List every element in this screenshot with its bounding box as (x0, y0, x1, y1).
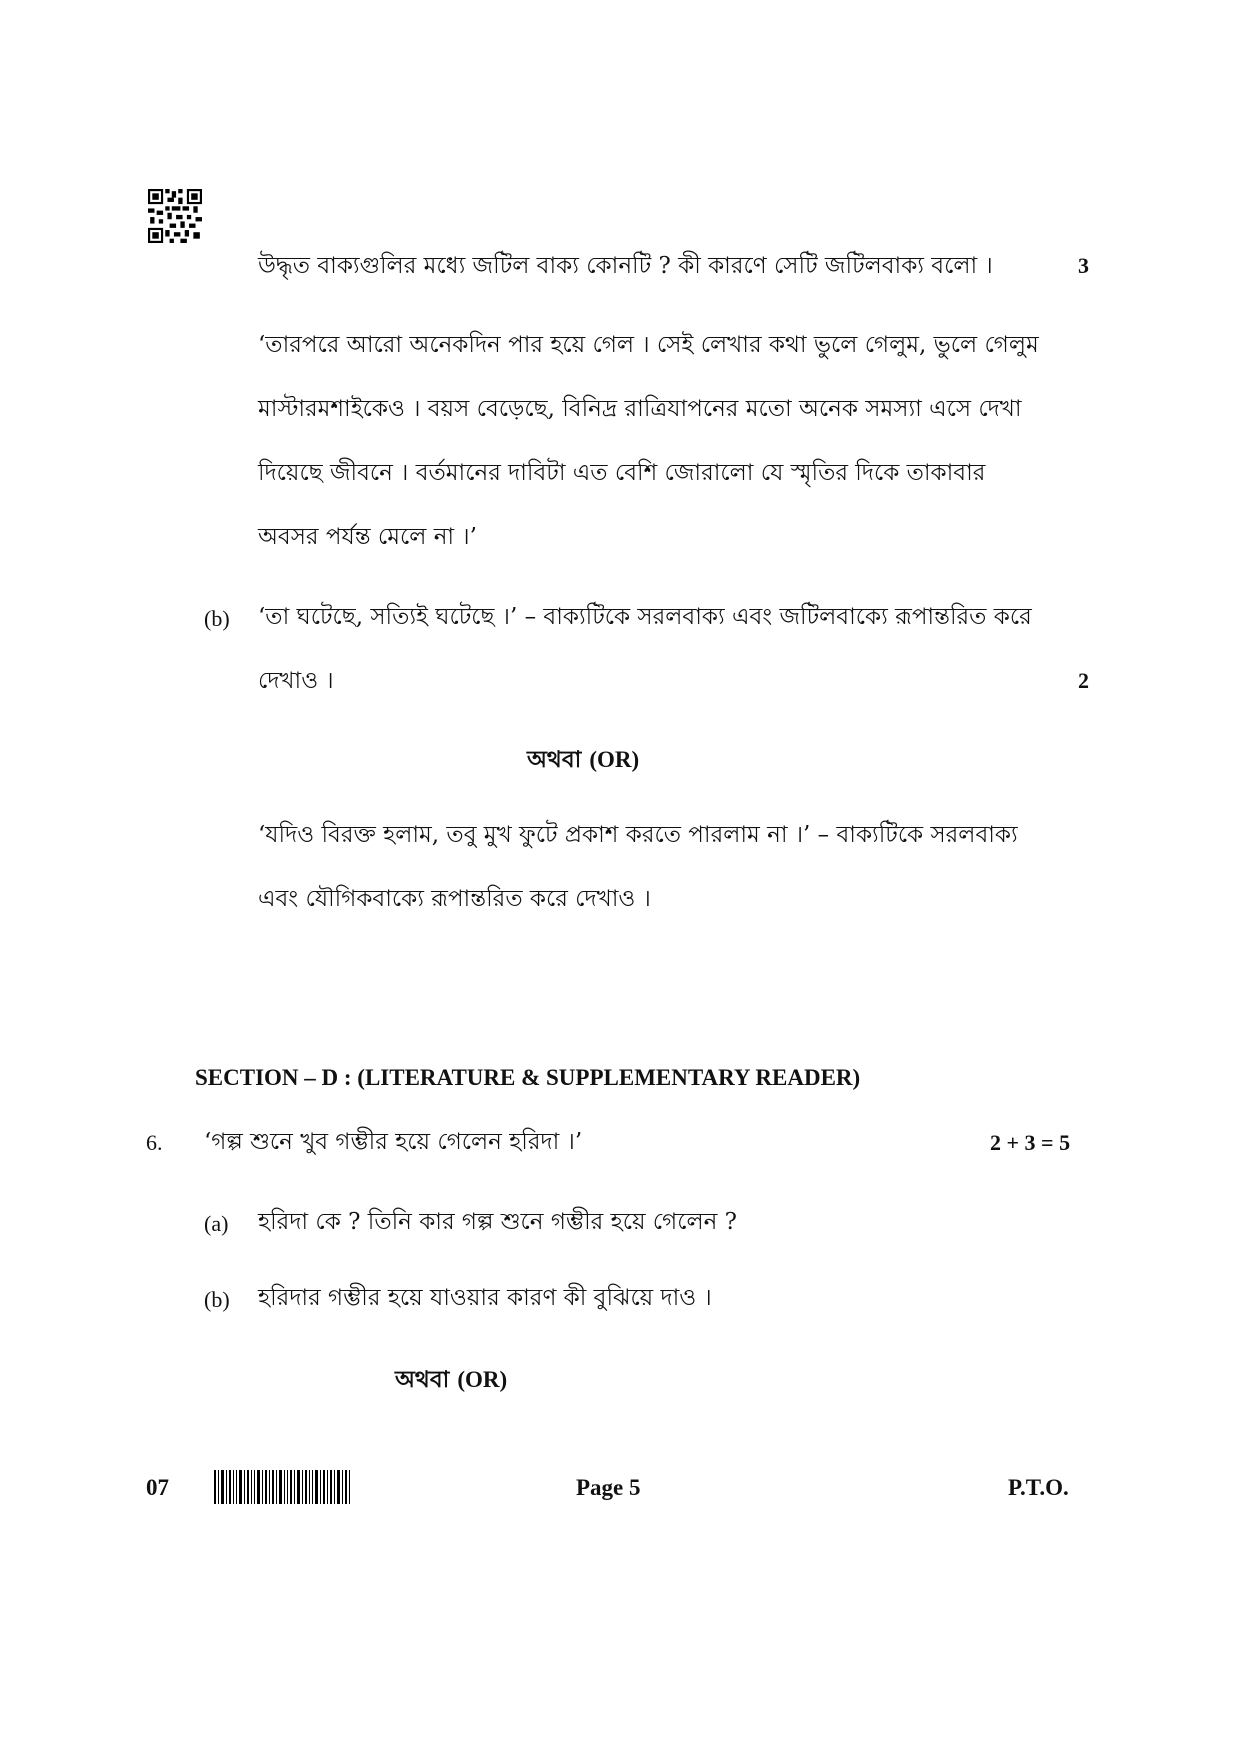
q5-question: উদ্ধৃত বাক্যগুলির মধ্যে জটিল বাক্য কোনটি ? কী কারণে সেটি জটিলবাক্য বলো । (258, 253, 993, 279)
passage-line: ‘তারপরে আরো অনেকদিন পার হয়ে গেল । সেই লেখার কথা ভুলে গেলুম, ভুলে গেলুম (258, 332, 1039, 358)
or-bengali: অথবা (527, 746, 582, 773)
q6-text: ‘গল্প শুনে খুব গম্ভীর হয়ে গেলেন হরিদা ।’ (204, 1129, 583, 1155)
qr-code (148, 189, 202, 243)
pto-label: P.T.O. (1008, 1475, 1069, 1500)
q6a-label: (a) (204, 1211, 229, 1236)
q5b-text: ‘তা ঘটেছে, সত্যিই ঘটেছে ।’ – বাক্যটিকে সরলবাক্য এবং জটিলবাক্যে রূপান্তরিত করে (258, 604, 1032, 630)
q5b-or-text: ‘যদিও বিরক্ত হলাম, তবু মুখ ফুটে প্রকাশ করতে পারলাম না ।’ – বাক্যটিকে সরলবাক্য (258, 822, 1018, 848)
footer-code: 07 (146, 1475, 169, 1500)
or-heading (527, 745, 639, 775)
q6a-text: হরিদা কে ? তিনি কার গল্প শুনে গম্ভীর হয়ে গেলেন ? (258, 1209, 737, 1235)
passage-line: মাস্টারমশাইকেও । বয়স বেড়েছে, বিনিদ্র রাত্রিযাপনের মতো অনেক সমস্যা এসে দেখা (258, 396, 1022, 422)
or-english: (OR) (589, 747, 640, 772)
passage-line: অবসর পর্যন্ত মেলে না ।’ (258, 524, 477, 550)
q6-number: 6. (146, 1130, 163, 1155)
q6b-label: (b) (204, 1287, 230, 1312)
q6-marks: 2 + 3 = 5 (990, 1130, 1071, 1155)
section-heading: SECTION – D : (LITERATURE & SUPPLEMENTARY READER) (195, 1065, 861, 1090)
passage-line: দিয়েছে জীবনে । বর্তমানের দাবিটা এত বেশি জোরালো যে স্মৃতির দিকে তাকাবার (258, 460, 986, 486)
q5-marks: 3 (1078, 253, 1089, 278)
q6b-text: হরিদার গম্ভীর হয়ে যাওয়ার কারণ কী বুঝিয়ে দাও । (258, 1285, 712, 1311)
q5b-marks: 2 (1078, 668, 1089, 693)
page-number: Page 5 (576, 1475, 641, 1500)
q5b-label: (b) (204, 606, 230, 631)
q5b-or-text: এবং যৌগিকবাক্যে রূপান্তরিত করে দেখাও । (258, 886, 651, 912)
or-english: (OR) (457, 1367, 508, 1392)
q5b-text: দেখাও । (258, 668, 334, 694)
or-heading (395, 1365, 507, 1395)
or-bengali: অথবা (395, 1366, 450, 1393)
barcode (214, 1470, 350, 1504)
